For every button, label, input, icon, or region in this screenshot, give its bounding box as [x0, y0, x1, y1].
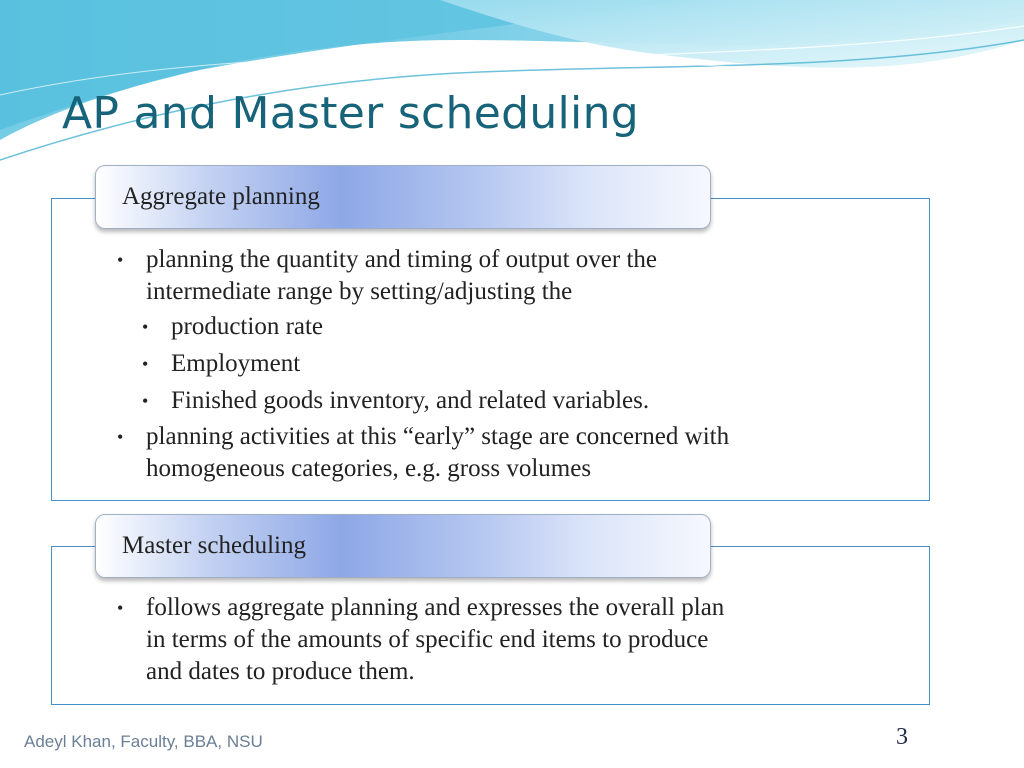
page-number: 3	[896, 724, 908, 750]
bullet-line: in terms of the amounts of specific end items to produce	[146, 626, 709, 653]
bullet-line: follows aggregate planning and expresses the overall plan	[146, 594, 725, 621]
bullet-dot-icon: •	[142, 317, 149, 337]
bullet-line: homogeneous categories, e.g. gross volumes	[146, 455, 592, 482]
bullet-line: Finished goods inventory, and related variables.	[171, 387, 650, 414]
bullet-line: intermediate range by setting/adjusting the	[146, 278, 573, 305]
bullet-dot-icon: •	[117, 250, 124, 270]
bullet-dot-icon: •	[117, 598, 124, 618]
footer-author: Adeyl Khan, Faculty, BBA, NSU	[24, 732, 263, 751]
bullet-line: production rate	[171, 313, 324, 340]
bullet-line: planning the quantity and timing of output over the	[146, 246, 658, 273]
slide-title: AP and Master scheduling	[62, 88, 639, 139]
bullet-dot-icon: •	[117, 427, 124, 447]
bullet-line: and dates to produce them.	[146, 658, 415, 685]
master-scheduling-heading: Master scheduling	[95, 514, 711, 578]
bullet-dot-icon: •	[142, 391, 149, 411]
decorative-wave-banner	[0, 0, 1024, 170]
bullet-dot-icon: •	[142, 354, 149, 374]
aggregate-planning-heading: Aggregate planning	[95, 165, 711, 229]
aggregate-planning-panel	[51, 198, 930, 501]
bullet-line: Employment	[171, 350, 301, 377]
bullet-line: planning activities at this “early” stage are concerned with	[146, 423, 730, 450]
